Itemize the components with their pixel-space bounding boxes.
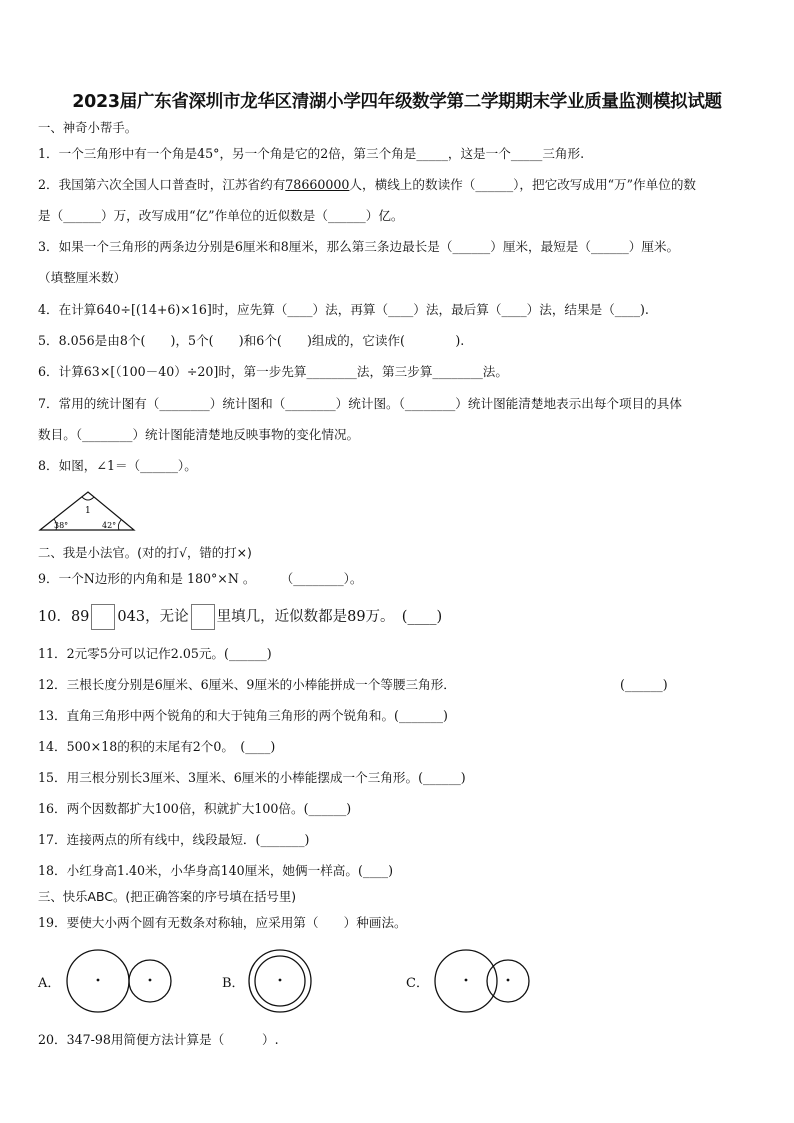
question-20: 20．347-98用简便方法计算是（ ）. [38, 1032, 279, 1047]
question-7-line-2: 数目。（________）统计图能清楚地反映事物的变化情况。 [38, 427, 360, 442]
question-3-line-1: 3．如果一个三角形的两条边分别是6厘米和8厘米，那么第三条边最长是（______）厘米，最短是（______）厘米。 [38, 239, 680, 254]
question-10 [38, 604, 442, 630]
question-3-line-2: （填整厘米数） [38, 270, 127, 285]
option-b-figure [248, 948, 314, 1014]
question-14: 14．500×18的积的末尾有2个0。 (____) [38, 739, 276, 754]
question-1: 1．一个三角形中有一个角是45°，另一个角是它的2倍，第三个角是_____，这是一个_____三角形. [38, 146, 585, 161]
angle-1-label: 1 [85, 506, 91, 516]
large-center-dot [97, 979, 100, 982]
question-6: 6．计算63×[（100－40）÷20]时，第一步先算________法，第三步算________法。 [38, 364, 508, 379]
question-2-line-2: 是（______）万，改写成用“亿”作单位的近似数是（______）亿。 [38, 208, 404, 223]
question-11: 11．2元零5分可以记作2.05元。(______) [38, 646, 272, 661]
angle-right-arc [118, 520, 121, 530]
question-10-middle: 043，无论 [117, 609, 189, 625]
section-3-heading: 三、快乐ABC。(把正确答案的序号填在括号里) [38, 889, 297, 904]
blank-box-1 [91, 604, 115, 630]
question-10-prefix: 10．89 [38, 609, 90, 625]
question-12-answer: (______) [620, 677, 668, 692]
question-7-line-1: 7．常用的统计图有（________）统计图和（________）统计图。（________）统计图能清楚地表示出每个项目的具体 [38, 396, 682, 411]
question-13: 13．直角三角形中两个锐角的和大于钝角三角形的两个锐角和。(_______) [38, 708, 448, 723]
question-5: 5．8.056是由8个( )，5个( )和6个( )组成的，它读作( ). [38, 333, 465, 348]
question-2-suffix: 人，横线上的数读作（______），把它改写成用“万”作单位的数 [349, 177, 697, 192]
angle-left-label: 38° [54, 521, 69, 530]
section-2-heading: 二、我是小法官。(对的打√，错的打×) [38, 545, 252, 560]
question-2-prefix: 2．我国第六次全国人口普查时，江苏省约有 [38, 177, 286, 192]
triangle-figure [38, 490, 138, 532]
angle-1-arc [82, 497, 94, 500]
question-8: 8．如图，∠1＝（______）。 [38, 458, 197, 473]
question-19: 19．要使大小两个圆有无数条对称轴，应采用第（ ）种画法。 [38, 915, 407, 930]
question-15: 15．用三根分别长3厘米、3厘米、6厘米的小棒能摆成一个三角形。(______) [38, 770, 466, 785]
option-c-label: C． [406, 976, 429, 991]
question-12: 12．三根长度分别是6厘米、6厘米、9厘米的小棒能拼成一个等腰三角形． [38, 677, 456, 692]
question-10-suffix: 里填几，近似数都是89万。 (____) [216, 609, 443, 625]
blank-box-2 [191, 604, 215, 630]
page-title: 2023届广东省深圳市龙华区清湖小学四年级数学第二学期期末学业质量监测模拟试题 [72, 92, 722, 112]
angle-right-label: 42° [102, 521, 117, 530]
question-2-number: 78660000 [285, 177, 350, 192]
option-a-figure [66, 948, 176, 1014]
question-4: 4．在计算640÷[(14+6)×16]时，应先算（____）法，再算（____）法，最后算（____）法，结果是（____). [38, 302, 649, 317]
question-17: 17．连接两点的所有线中，线段最短．(_______) [38, 832, 310, 847]
option-b-label: B． [222, 976, 245, 991]
small-center-dot [507, 979, 510, 982]
large-center-dot [465, 979, 468, 982]
question-9: 9．一个N边形的内角和是 180°×N 。 （________）。 [38, 571, 363, 586]
question-16: 16．两个因数都扩大100倍，积就扩大100倍。(______) [38, 801, 352, 816]
section-1-heading: 一、神奇小帮手。 [38, 120, 138, 135]
question-2-line-1 [38, 177, 696, 193]
question-18: 18．小红身高1.40米，小华身高140厘米，她俩一样高。(____) [38, 863, 393, 878]
center-dot [279, 979, 282, 982]
option-a-label: A． [38, 976, 61, 991]
option-c-figure [434, 948, 534, 1014]
small-center-dot [149, 979, 152, 982]
